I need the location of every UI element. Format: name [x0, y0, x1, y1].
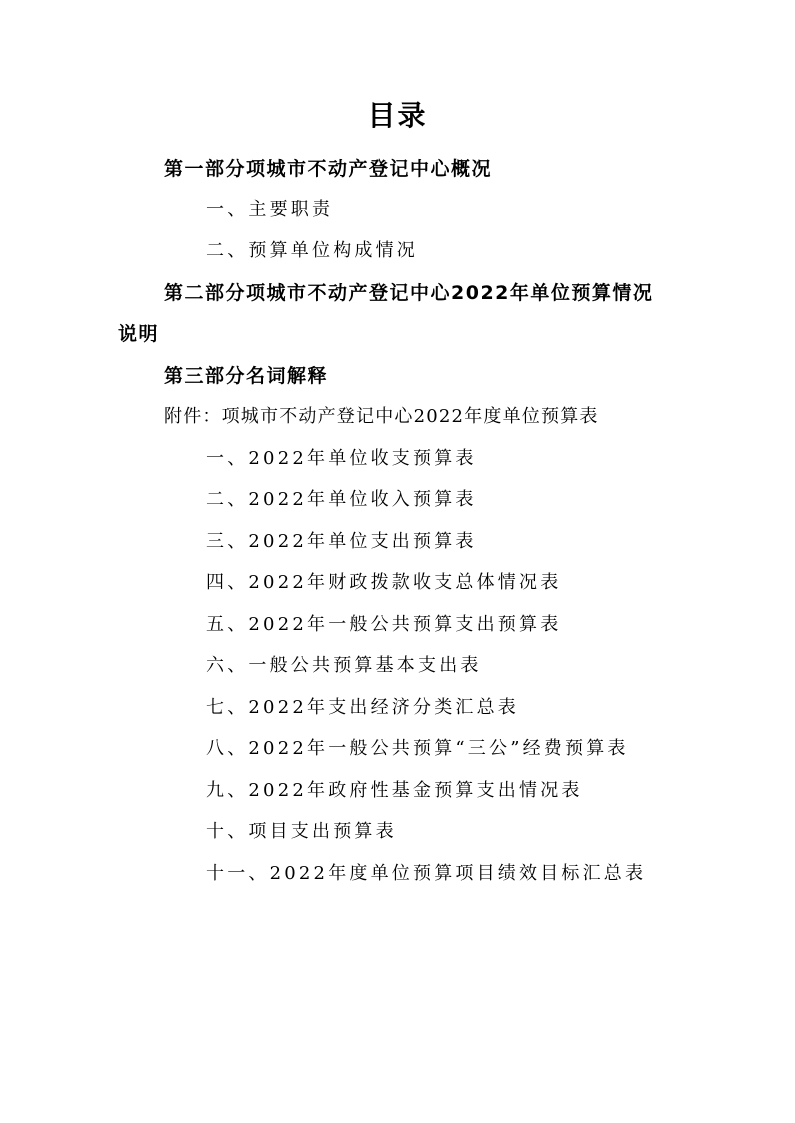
toc-attachment-item: 六、一般公共预算基本支出表	[206, 655, 482, 676]
toc-attachment-item: 一、2022年单位收支预算表	[206, 448, 477, 469]
toc-attachment-item: 九、2022年政府性基金预算支出情况表	[206, 780, 583, 801]
toc-part1-heading: 第一部分项城市不动产登记中心概况	[164, 158, 493, 180]
toc-attachment-item: 五、2022年一般公共预算支出预算表	[206, 614, 562, 635]
toc-part2-heading-cont: 说明	[118, 323, 160, 345]
toc-attachment-item: 八、2022年一般公共预算“三公”经费预算表	[206, 738, 629, 759]
toc-attachment-item: 三、2022年单位支出预算表	[206, 531, 477, 552]
toc-attachment-item: 十、项目支出预算表	[206, 821, 397, 842]
toc-part1-item: 二、预算单位构成情况	[206, 240, 418, 261]
toc-part3-heading: 第三部分名词解释	[164, 365, 329, 387]
toc-title: 目录	[367, 99, 428, 132]
toc-attachment-item: 二、2022年单位收入预算表	[206, 489, 477, 510]
toc-part2-heading: 第二部分项城市不动产登记中心2022年单位预算情况	[164, 282, 654, 304]
toc-attachment-heading: 附件：项城市不动产登记中心2022年度单位预算表	[164, 406, 599, 427]
toc-part1-item: 一、主要职责	[206, 199, 334, 220]
toc-attachment-item: 四、2022年财政拨款收支总体情况表	[206, 572, 562, 593]
toc-attachment-item: 七、2022年支出经济分类汇总表	[206, 697, 520, 718]
toc-attachment-item: 十一、2022年度单位预算项目绩效目标汇总表	[206, 863, 647, 884]
